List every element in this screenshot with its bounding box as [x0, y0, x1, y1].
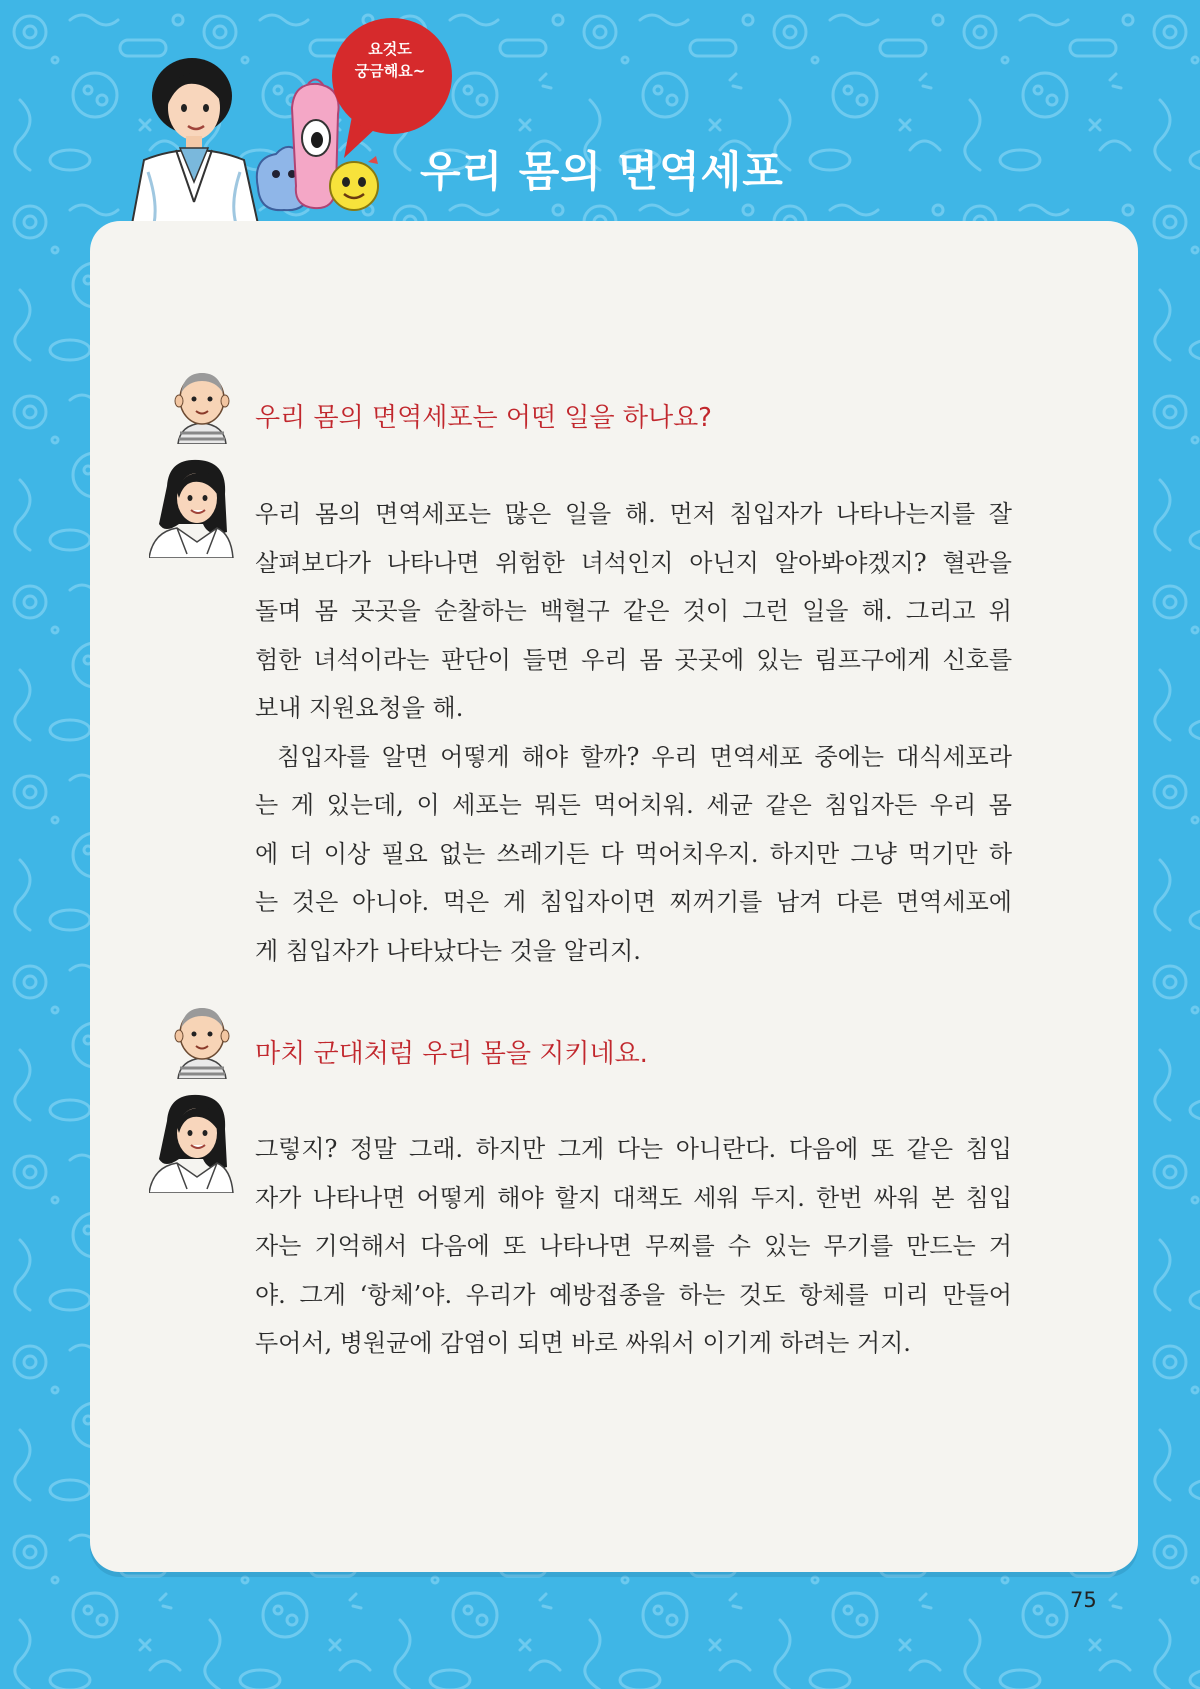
- answer-line: 는 것은 아니야. 먹은 게 침입자이면 찌꺼기를 남겨 다른 면역세포에: [255, 888, 1012, 916]
- answer-line: 야. 그게 ‘항체’야. 우리가 예방접종을 하는 것도 항체를 미리 만들어: [255, 1280, 1012, 1309]
- doctor-avatar-icon: [149, 1093, 234, 1193]
- page-number: 75: [1070, 1588, 1097, 1612]
- page-title: 우리 몸의 면역세포: [420, 147, 784, 196]
- answer-line: 게 침입자가 나타났다는 것을 알리지.: [255, 936, 641, 965]
- answer-line: 에 더 이상 필요 없는 쓰레기든 다 먹어치우지. 하지만 그냥 먹기만 하: [255, 839, 1012, 868]
- speech-bubble: [322, 12, 462, 162]
- answer-2: [255, 1125, 1012, 1368]
- answer-line: 침입자를 알면 어떻게 해야 할까? 우리 면역세포 중에는 대식세포라: [277, 742, 1012, 771]
- answer-line: 자가 나타나면 어떻게 해야 할지 대책도 세워 두지. 한번 싸워 본 침입: [255, 1183, 1012, 1212]
- answer-line: 돌며 몸 곳곳을 순찰하는 백혈구 같은 것이 그런 일을 해. 그리고 위: [255, 597, 1012, 625]
- speech-bubble-text: [330, 38, 450, 82]
- bubble-line-1: 요것도: [368, 40, 412, 58]
- question-1: 우리 몸의 면역세포는 어떤 일을 하나요?: [255, 403, 712, 433]
- answer-line: 그렇지? 정말 그래. 하지만 그게 다는 아니란다. 다음에 또 같은 침입: [255, 1135, 1012, 1163]
- answer-line: 우리 몸의 면역세포는 많은 일을 해. 먼저 침입자가 나타나는지를 잘: [255, 500, 1012, 528]
- boy-avatar-icon: [172, 1004, 232, 1079]
- answer-line: 보내 지원요청을 해.: [255, 694, 464, 722]
- answer-line: 살펴보다가 나타나면 위험한 녀석인지 아닌지 알아봐야겠지? 혈관을: [255, 548, 1012, 577]
- answer-line: 험한 녀석이라는 판단이 들면 우리 몸 곳곳에 있는 림프구에게 신호를: [255, 645, 1012, 674]
- doctor-avatar-icon: [149, 458, 234, 558]
- answer-line: 는 게 있는데, 이 세포는 뭐든 먹어치워. 세균 같은 침입자든 우리 몸: [255, 791, 1012, 819]
- answer-1: [255, 490, 1012, 975]
- answer-line: 두어서, 병원균에 감염이 되면 바로 싸워서 이기게 하려는 거지.: [255, 1329, 911, 1357]
- answer-line: 자는 기억해서 다음에 또 나타나면 무찌를 수 있는 무기를 만드는 거: [255, 1232, 1012, 1260]
- question-2: 마치 군대처럼 우리 몸을 지키네요.: [255, 1039, 648, 1069]
- bubble-line-2: 궁금해요~: [354, 62, 426, 80]
- boy-avatar-icon: [172, 369, 232, 444]
